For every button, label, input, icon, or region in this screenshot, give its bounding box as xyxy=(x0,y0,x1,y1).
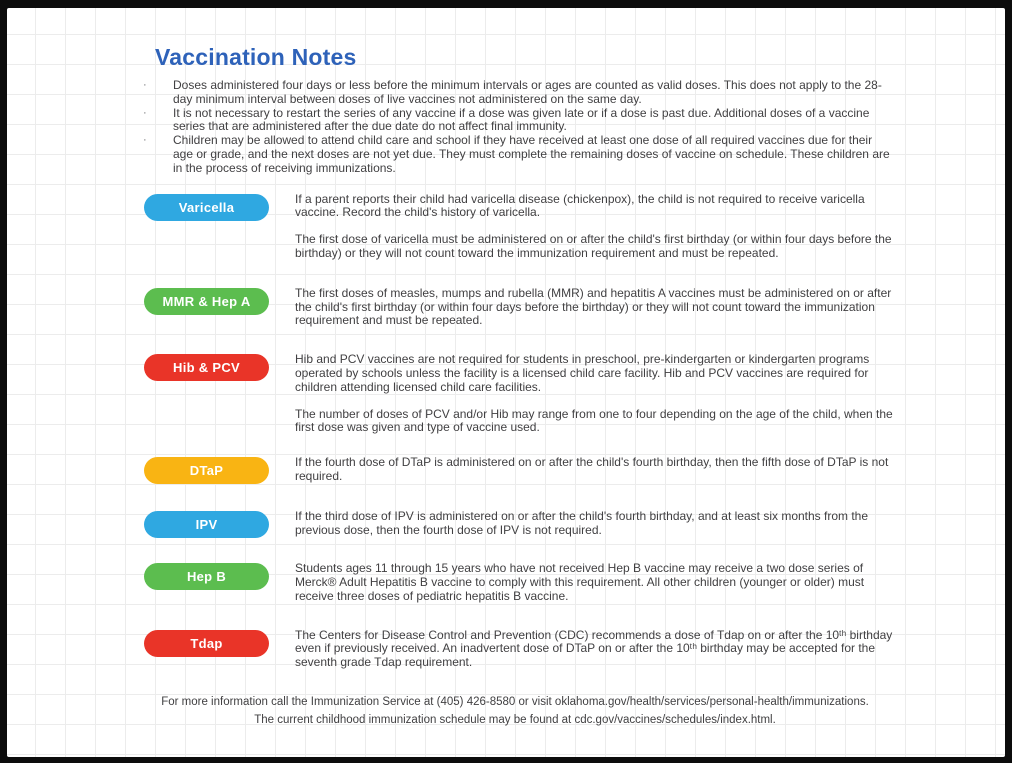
vaccine-pill-label: DTaP xyxy=(189,463,224,479)
list-item-text: It is not necessary to restart the series of any vaccine if a dose was given late or if a dose is past due. Additional doses of a vaccine series that are administered after the due date do not affect final immunity. xyxy=(173,105,870,134)
section-ipv xyxy=(144,510,893,538)
vaccine-pill-hib-pcv xyxy=(144,354,269,381)
list-item xyxy=(137,134,893,175)
section-text xyxy=(295,456,893,484)
section-text xyxy=(295,353,893,435)
section-tdap xyxy=(144,629,893,670)
page-content xyxy=(137,44,893,729)
vaccine-pill-label: Tdap xyxy=(190,635,223,651)
section-text xyxy=(295,629,893,670)
list-item xyxy=(137,79,893,107)
vaccine-pill-label: Hib & PCV xyxy=(173,360,240,376)
footer-schedule-line: The current childhood immunization schedule may be found at cdc.gov/vaccines/schedules/index.html. xyxy=(254,713,776,726)
bullet-icon: · xyxy=(143,106,147,119)
list-item-text: Doses administered four days or less before the minimum intervals or ages are counted as valid doses. This does not apply to the 28-day minimum interval between doses of live vaccines not administered on the same day. xyxy=(173,78,882,106)
section-paragraph: The number of doses of PCV and/or Hib may range from one to four depending on the age of the child, when the first dose was given and type of vaccine used. xyxy=(295,406,893,435)
section-varicella xyxy=(144,193,893,261)
page-title: Vaccination Notes xyxy=(155,44,357,70)
bullet-icon: · xyxy=(143,79,147,91)
general-notes-list xyxy=(137,79,893,176)
section-paragraph: Students ages 11 through 15 years who have not received Hep B vaccine may receive a two dose series of Merck® Adult Hepatitis B vaccine to comply with this requirement. All other children (younger or older) must receive three doses of pediatric hepatitis B vaccine. xyxy=(295,561,865,603)
section-mmr-hepa xyxy=(144,287,893,328)
vaccine-pill-tdap xyxy=(144,630,269,657)
section-paragraph: If a parent reports their child had varicella disease (chickenpox), the child is not required to receive varicella vaccine. Record the child's history of varicella. xyxy=(295,191,865,220)
vaccine-pill-label: IPV xyxy=(195,517,218,533)
section-text xyxy=(295,510,893,538)
section-text xyxy=(295,287,893,328)
section-paragraph: Hib and PCV vaccines are not required for students in preschool, pre-kindergarten or kindergarten programs operated by schools unless the facility is a licensed child care facility. Hib and PCV vaccines are required for children attending licensed child care facilities. xyxy=(295,352,870,394)
section-paragraph: The first doses of measles, mumps and rubella (MMR) and hepatitis A vaccines must be administered on or after the child's first birthday (or within four days before the birthday) or they will not count toward the immunization requirement and must be repeated. xyxy=(295,285,892,328)
vaccine-pill-label: Varicella xyxy=(178,199,235,215)
footer xyxy=(137,693,893,729)
section-paragraph: If the fourth dose of DTaP is administered on or after the child's fourth birthday, then the fifth dose of DTaP is not required. xyxy=(295,455,889,483)
vaccine-pill-label: MMR & Hep A xyxy=(162,293,251,309)
section-paragraph: The first dose of varicella must be administered on or after the child's first birthday (or within four days before the birthday) or they will not count toward the immunization requirement and must be repeated. xyxy=(295,232,892,260)
vaccine-pill-label: Hep B xyxy=(186,569,227,585)
vaccination-notes-page xyxy=(7,8,1005,757)
section-text xyxy=(295,562,893,603)
vaccine-pill-dtap xyxy=(144,457,269,484)
list-item xyxy=(137,107,893,135)
section-paragraph: The Centers for Disease Control and Prevention (CDC) recommends a dose of Tdap on or after the 10ᵗʰ birthday even if previously received. An inadvertent dose of DTaP on or after the 10ᵗʰ birthday may be accepted for the seventh grade Tdap requirement. xyxy=(295,627,893,670)
section-dtap xyxy=(144,456,893,484)
vaccine-pill-ipv xyxy=(144,511,269,538)
footer-contact-line: For more information call the Immunization Service at (405) 426-8580 or visit oklahoma.gov/health/services/personal-health/immunizations. xyxy=(161,695,869,708)
list-item-text: Children may be allowed to attend child care and school if they have received at least one dose of all required vaccines due for their age or grade, and the next doses are not yet due. They must complete the remaining doses of vaccine on schedule. These children are in the process of receiving immunizations. xyxy=(173,133,890,175)
section-hib-pcv xyxy=(144,353,893,435)
vaccine-pill-varicella xyxy=(144,194,269,221)
section-hepb xyxy=(144,562,893,603)
section-text xyxy=(295,193,893,261)
vaccine-pill-hepb xyxy=(144,563,269,590)
section-paragraph: If the third dose of IPV is administered on or after the child's fourth birthday, and at least six months from the previous dose, then the fourth dose of IPV is not required. xyxy=(295,509,869,537)
bullet-icon: · xyxy=(143,134,147,147)
vaccine-pill-mmr-hepa xyxy=(144,288,269,315)
vaccine-sections xyxy=(137,193,893,670)
